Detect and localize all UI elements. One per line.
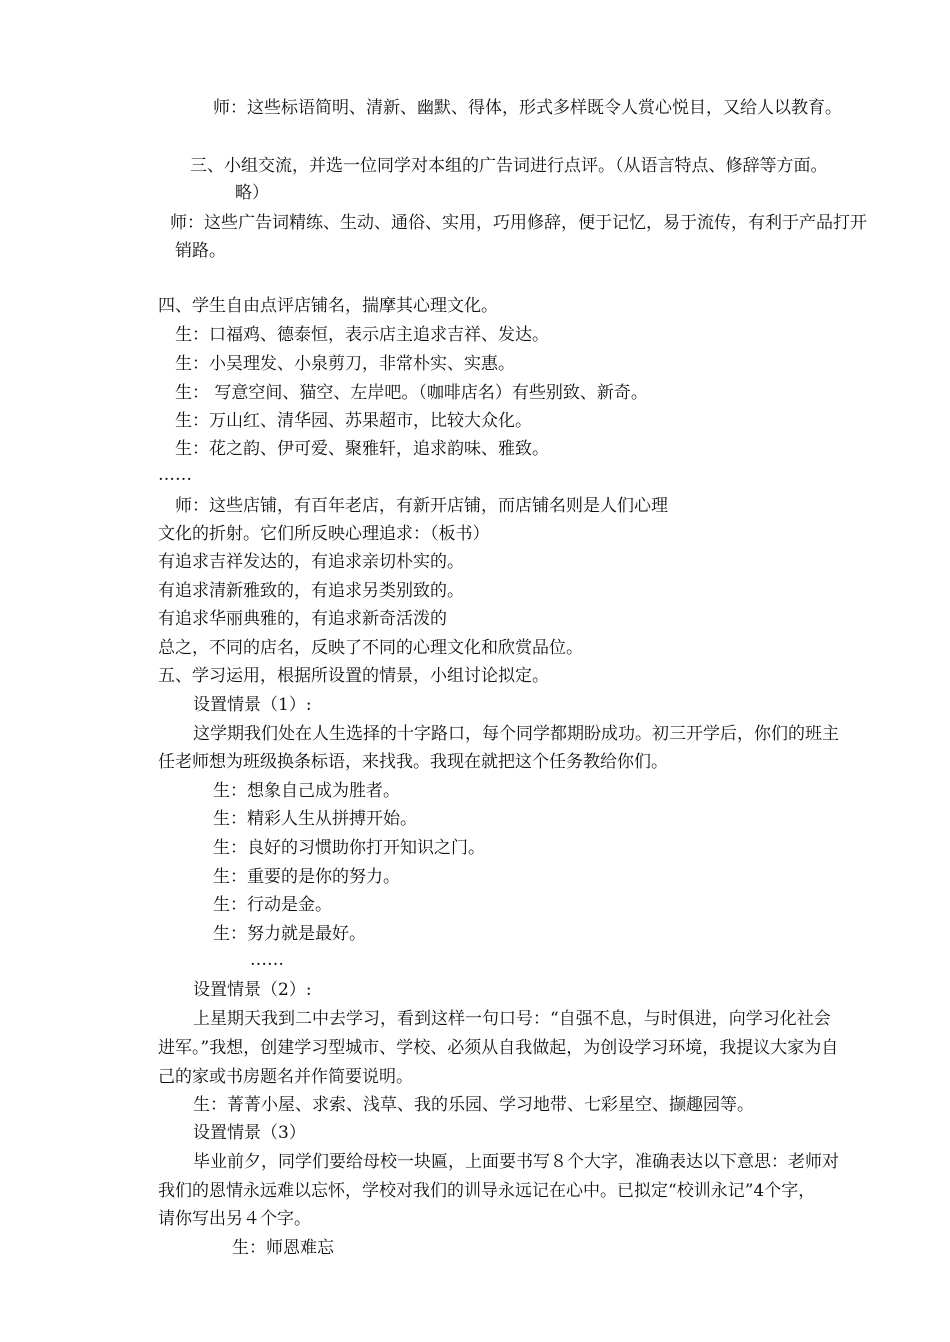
text-line-board-note: 有追求清新雅致的，有追求另类别致的。: [158, 581, 464, 601]
text-line-teacher-shop-comment-cont: 文化的折射。它们所反映心理追求：（板书）: [158, 524, 490, 544]
text-line-student-answer: 生：口福鸡、德泰恒，表示店主追求吉祥、发达。: [175, 325, 549, 345]
text-line-student-answer: 生：努力就是最好。: [213, 924, 366, 944]
text-line-scenario-2-body: 上星期天我到二中去学习，看到这样一句口号：“自强不息，与时俱进，向学习化社会: [193, 1009, 831, 1029]
text-line-section-five: 五、学习运用，根据所设置的情景，小组讨论拟定。: [158, 666, 549, 686]
text-line-student-answer: 生：良好的习惯助你打开知识之门。: [213, 838, 485, 858]
text-line-student-answer: 生： 写意空间、猫空、左岸吧。（咖啡店名）有些别致、新奇。: [175, 383, 648, 403]
text-line-scenario-3-body-cont: 我们的恩情永远难以忘怀，学校对我们的训导永远记在心中。已拟定“校训永记”4个字，: [158, 1181, 816, 1201]
text-line-ellipsis: ……: [158, 465, 192, 485]
text-line-scenario-1-heading: 设置情景（1）:: [193, 695, 312, 715]
text-line-ellipsis: ……: [250, 950, 284, 970]
text-line-student-answer: 生：小吴理发、小泉剪刀，非常朴实、实惠。: [175, 354, 515, 374]
text-line-student-answer: 生：行动是金。: [213, 895, 332, 915]
text-line-teacher-slogan-comment: 师：这些标语简明、清新、幽默、得体，形式多样既令人赏心悦目，又给人以教育。: [213, 98, 842, 118]
text-line-section-three: 三、小组交流，并选一位同学对本组的广告词进行点评。（从语言特点、修辞等方面。: [190, 156, 828, 176]
text-line-teacher-ad-comment-cont: 销路。: [175, 241, 226, 261]
text-line-student-answer: 生：重要的是你的努力。: [213, 867, 400, 887]
text-line-board-note: 有追求吉祥发达的，有追求亲切朴实的。: [158, 552, 464, 572]
text-line-section-four: 四、学生自由点评店铺名，揣摩其心理文化。: [158, 296, 498, 316]
text-line-section-three-cont: 略）: [235, 183, 269, 203]
text-line-scenario-2-body-cont: 进军。”我想，创建学习型城市、学校、必须从自我做起，为创设学习环境，我提议大家为自: [158, 1038, 839, 1058]
text-line-scenario-1-body: 这学期我们处在人生选择的十字路口，每个同学都期盼成功。初三开学后，你们的班主: [193, 724, 839, 744]
text-line-scenario-3-body-cont: 请你写出另４个字。: [158, 1209, 311, 1229]
text-line-scenario-3-heading: 设置情景（3）: [193, 1123, 306, 1143]
text-line-student-answer: 生：万山红、清华园、苏果超市，比较大众化。: [175, 411, 532, 431]
text-line-scenario-3-body: 毕业前夕，同学们要给母校一块匾，上面要书写８个大字，准确表达以下意思：老师对: [193, 1152, 839, 1172]
text-line-student-answer: 生：菁菁小屋、求索、浅草、我的乐园、学习地带、七彩星空、撷趣园等。: [193, 1095, 754, 1115]
text-line-scenario-1-body-cont: 任老师想为班级换条标语，来找我。我现在就把这个任务教给你们。: [158, 752, 668, 772]
text-line-board-note: 有追求华丽典雅的，有追求新奇活泼的: [158, 609, 447, 629]
text-line-student-answer: 生：精彩人生从拼搏开始。: [213, 809, 417, 829]
text-line-scenario-2-body-cont: 己的家或书房题名并作简要说明。: [158, 1067, 413, 1087]
text-line-student-answer: 生：花之韵、伊可爱、聚雅轩，追求韵味、雅致。: [175, 439, 549, 459]
text-line-student-answer: 生：想象自己成为胜者。: [213, 781, 400, 801]
text-line-teacher-ad-comment: 师：这些广告词精练、生动、通俗、实用，巧用修辞，便于记忆，易于流传，有利于产品打开: [170, 213, 867, 233]
text-line-scenario-2-heading: 设置情景（2）:: [193, 980, 312, 1000]
text-line-teacher-shop-comment: 师：这些店铺，有百年老店，有新开店铺，而店铺名则是人们心理: [175, 496, 668, 516]
text-line-summary: 总之，不同的店名，反映了不同的心理文化和欣赏品位。: [158, 638, 583, 658]
text-line-student-answer: 生：师恩难忘: [232, 1238, 334, 1258]
